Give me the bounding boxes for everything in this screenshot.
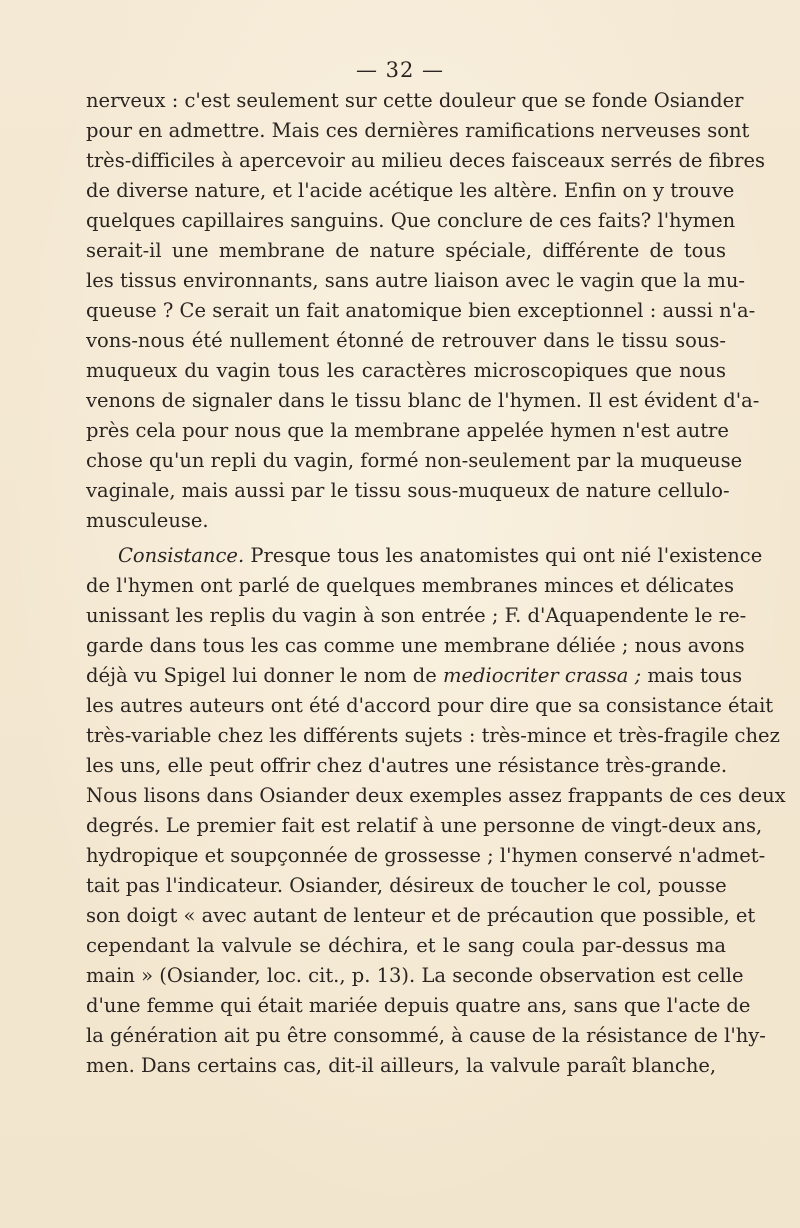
- line-text: mais tous: [641, 664, 743, 687]
- line-text: d'une femme qui était mariée depuis quatre ans, sans que l'acte de: [86, 994, 751, 1017]
- text-line: [86, 86, 744, 116]
- line-text: très-variable chez les différents sujets : très-mince et très-fragile chez: [86, 724, 780, 747]
- text-line: [86, 871, 726, 901]
- line-text: de l'hymen ont parlé de quelques membranes minces et délicates: [86, 574, 734, 597]
- line-text: cependant la valvule se déchira, et le sang coula par-dessus ma: [86, 934, 726, 957]
- text-line: [86, 751, 726, 781]
- line-text: très-difficiles à apercevoir au milieu deces faisceaux serrés de fibres: [86, 149, 766, 172]
- line-text: près cela pour nous que la membrane appelée hymen n'est autre: [86, 419, 729, 442]
- line-text: les uns, elle peut offrir chez d'autres une résistance très-grande.: [86, 754, 728, 777]
- text-line: [86, 781, 786, 811]
- text-line: [86, 1021, 766, 1051]
- line-text: Presque tous les anatomistes qui ont nié l'existence: [244, 544, 763, 567]
- page-number: — 32 —: [355, 58, 445, 82]
- text-line: [86, 296, 756, 326]
- text-line: [86, 446, 743, 476]
- text-line: [86, 476, 730, 506]
- text-line: [86, 116, 750, 146]
- text-line: [86, 416, 729, 446]
- text-line: [86, 991, 751, 1021]
- text-line: [86, 631, 745, 661]
- text-line: [86, 931, 726, 961]
- line-text: venons de signaler dans le tissu blanc de l'hymen. Il est évident d'a-: [86, 389, 760, 412]
- text-line: [86, 506, 726, 536]
- text-line: [86, 661, 743, 691]
- line-text: la génération ait pu être consommé, à cause de la résistance de l'hy-: [86, 1024, 766, 1047]
- line-text: serait-il une membrane de nature spéciale, différente de tous: [86, 239, 726, 262]
- text-line: [86, 386, 760, 416]
- line-text: chose qu'un repli du vagin, formé non-seulement par la muqueuse: [86, 449, 743, 472]
- line-text: vons-nous été nullement étonné de retrouver dans le tissu sous-: [86, 329, 726, 352]
- line-text: son doigt « avec autant de lenteur et de précaution que possible, et: [86, 904, 756, 927]
- line-text: men. Dans certains cas, dit-il ailleurs, la valvule paraît blanche,: [86, 1054, 717, 1077]
- line-text: nerveux : c'est seulement sur cette douleur que se fonde Osiander: [86, 89, 744, 112]
- text-line: [86, 601, 747, 631]
- line-text: quelques capillaires sanguins. Que conclure de ces faits? l'hymen: [86, 209, 736, 232]
- text-line: [86, 1051, 726, 1081]
- text-line: [118, 541, 763, 571]
- latin-term: mediocriter crassa ;: [443, 664, 642, 687]
- text-line: [86, 206, 736, 236]
- line-text: déjà vu Spigel lui donner le nom de: [86, 664, 444, 687]
- text-line: [86, 721, 780, 751]
- line-text: tait pas l'indicateur. Osiander, désireux de toucher le col, pousse: [86, 874, 727, 897]
- line-text: main » (Osiander, loc. cit., p. 13). La seconde observation est celle: [86, 964, 744, 987]
- line-text: de diverse nature, et l'acide acétique les altère. Enfin on y trouve: [86, 179, 735, 202]
- line-text: pour en admettre. Mais ces dernières ramifications nerveuses sont: [86, 119, 750, 142]
- line-text: garde dans tous les cas comme une membrane déliée ; nous avons: [86, 634, 745, 657]
- text-line: [86, 356, 726, 386]
- text-line: [86, 571, 734, 601]
- text-line: [86, 146, 766, 176]
- section-heading: Consistance.: [118, 544, 245, 567]
- line-text: vaginale, mais aussi par le tissu sous-muqueux de nature cellulo-: [86, 479, 730, 502]
- line-text: hydropique et soupçonnée de grossesse ; l'hymen conservé n'admet-: [86, 844, 766, 867]
- text-line: [86, 236, 726, 266]
- line-text: degrés. Le premier fait est relatif à une personne de vingt-deux ans,: [86, 814, 763, 837]
- text-line: [86, 811, 763, 841]
- text-line: [86, 176, 735, 206]
- line-text: Nous lisons dans Osiander deux exemples assez frappants de ces deux: [86, 784, 786, 807]
- line-text: muqueux du vagin tous les caractères microscopiques que nous: [86, 359, 726, 382]
- text-line: [86, 961, 744, 991]
- line-text: les tissus environnants, sans autre liaison avec le vagin que la mu-: [86, 269, 745, 292]
- text-line: [86, 691, 774, 721]
- text-line: [86, 901, 756, 931]
- line-text: les autres auteurs ont été d'accord pour dire que sa consistance était: [86, 694, 774, 717]
- text-line: [86, 326, 726, 356]
- line-text: musculeuse.: [86, 509, 209, 532]
- text-line: [86, 266, 745, 296]
- text-line: [86, 841, 766, 871]
- line-text: queuse ? Ce serait un fait anatomique bien exceptionnel : aussi n'a-: [86, 299, 756, 322]
- line-text: unissant les replis du vagin à son entrée ; F. d'Aquapendente le re-: [86, 604, 747, 627]
